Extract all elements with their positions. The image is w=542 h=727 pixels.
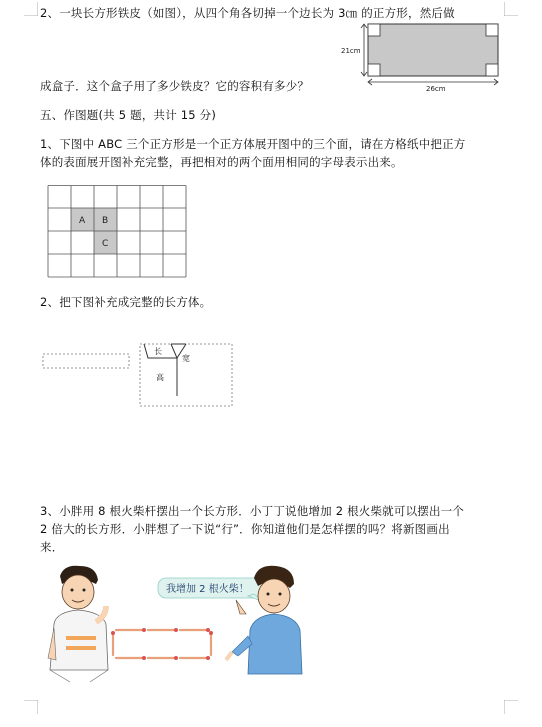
- p3-line2: 2 倍大的长方形．小胖想了一下说“行”．你知道他们是怎样摆的吗？将新图画出: [40, 522, 450, 536]
- cuboid-figure: [40, 338, 240, 410]
- crop-mark-bottom-left: [24, 700, 38, 714]
- crop-mark-bottom-right: [504, 700, 518, 714]
- corner-square-tl: [368, 24, 380, 36]
- speech-text: 我增加 2 根火柴！: [166, 584, 249, 595]
- p2-text: 2、把下图补充成完整的长方体。: [40, 295, 212, 309]
- hint-rect: [43, 354, 129, 368]
- height-label: 21cm: [341, 47, 361, 55]
- q2-line1: 2、一块长方形铁皮（如图），从四个角各切掉一个边长为 3㎝ 的正方形，然后做: [40, 6, 455, 20]
- crop-mark-top-right: [504, 2, 518, 16]
- section-title: 五、作图题(共 5 题，共计 15 分): [40, 108, 217, 122]
- p1-line1: 1、下图中 ABC 三个正方形是一个正方体展开图中的三个面，请在方格纸中把正方: [40, 137, 466, 151]
- matchstick-illustration: [40, 562, 312, 684]
- speech-bubble: [158, 578, 264, 602]
- corner-square-tr: [486, 24, 498, 36]
- corner-square-bl: [368, 64, 380, 76]
- width-label-cuboid: 宽: [182, 354, 190, 363]
- q2-line2: 成盒子．这个盒子用了多少铁皮？它的容积有多少？: [40, 79, 310, 93]
- label-b: B: [102, 216, 109, 226]
- height-label-cuboid: 高: [156, 373, 164, 382]
- p3-line3: 来．: [40, 540, 64, 554]
- length-label: 长: [154, 347, 162, 356]
- label-c: C: [102, 239, 109, 249]
- p1-line2: 体的表面展开图补充完整，再把相对的两个面用相同的字母表示出来。: [40, 155, 403, 169]
- crop-mark-top-left: [24, 2, 38, 16]
- tin-sheet-figure: [338, 22, 504, 94]
- matchstick-rectangle: [111, 628, 213, 660]
- width-label: 26cm: [426, 85, 446, 93]
- p3-line1: 3、小胖用 8 根火柴杆摆出一个长方形．小丁丁说他增加 2 根火柴就可以摆出一个: [40, 504, 465, 518]
- grid-paper: [46, 185, 188, 279]
- corner-square-br: [486, 64, 498, 76]
- boy-left-illustration: [48, 566, 108, 682]
- tin-sheet-rect: [368, 24, 498, 76]
- label-a: A: [79, 216, 86, 226]
